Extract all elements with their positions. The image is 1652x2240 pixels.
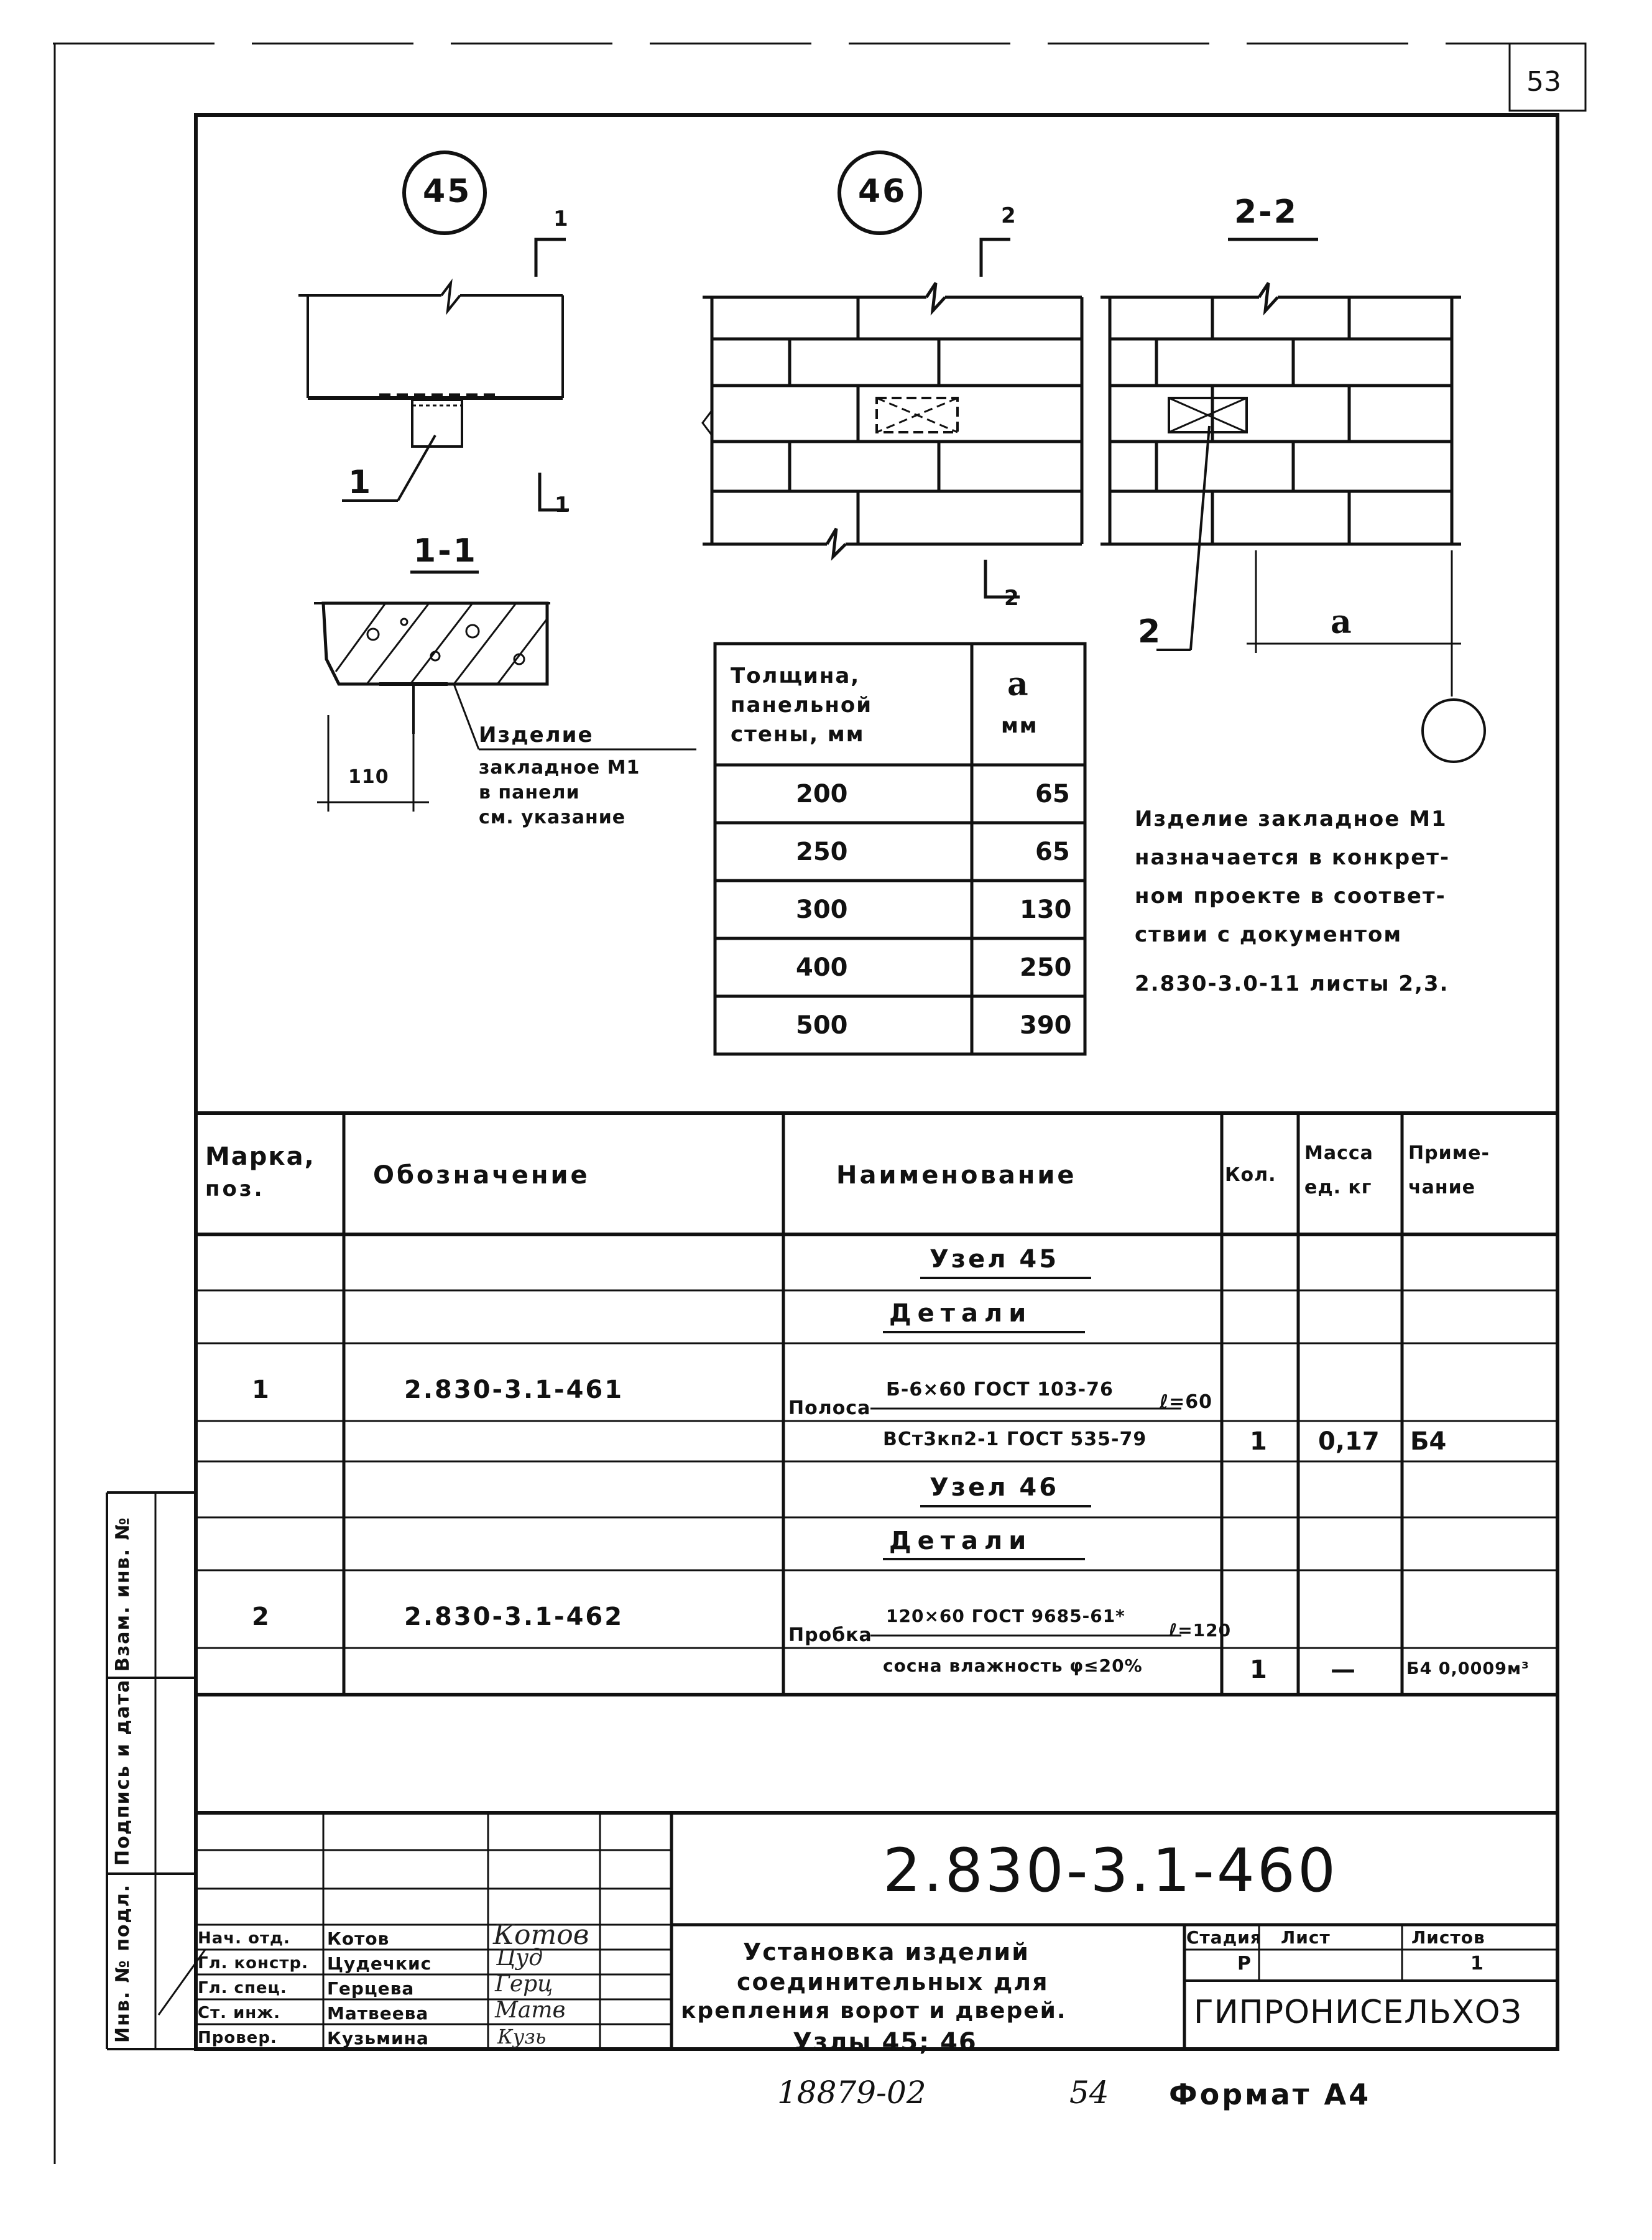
margin-podpis: Подпись и дата — [112, 1678, 134, 1866]
header-qty: Кол. — [1225, 1164, 1276, 1186]
signature-5: Кузь — [497, 2025, 547, 2048]
brick-wall-22 — [1101, 239, 1485, 762]
header-mark-line1: Марка, — [205, 1142, 315, 1171]
a-header: a — [1007, 665, 1030, 703]
concrete-hatch — [336, 603, 547, 684]
row1-qty: 1 — [1250, 1427, 1267, 1456]
name-5: Кузьмина — [327, 2028, 429, 2048]
node-45-label: 45 — [423, 173, 472, 210]
organization: ГИПРОНИСЕЛЬХОЗ — [1194, 1994, 1522, 2031]
signature-1: Котов — [493, 1919, 589, 1951]
thickness-2: 250 — [796, 838, 848, 866]
title-line3: крепления ворот и дверей. — [681, 1998, 1067, 2024]
row2-designation: 2.830-3.1-462 — [404, 1603, 624, 1631]
a-value-3: 130 — [1020, 896, 1072, 924]
name-3: Герцева — [327, 1978, 415, 1999]
note-line4: ствии с документом — [1135, 922, 1403, 947]
row2-pos: 2 — [252, 1603, 269, 1631]
row1-length: ℓ=60 — [1160, 1391, 1213, 1413]
name-4: Матвеева — [327, 2003, 429, 2024]
signature-2: Цуд — [496, 1945, 543, 1971]
dimension-a: a — [1331, 603, 1354, 641]
role-5: Провер. — [198, 2029, 277, 2047]
header-note-line2: чание — [1408, 1177, 1475, 1198]
sheet-header: Лист — [1281, 1927, 1331, 1948]
a-value-5: 390 — [1020, 1011, 1072, 1040]
row1-designation: 2.830-3.1-461 — [404, 1376, 624, 1404]
thickness-5: 500 — [796, 1011, 848, 1040]
row2-length: ℓ=120 — [1169, 1620, 1232, 1641]
row2-mass: — — [1331, 1655, 1355, 1684]
signature-4: Матв — [495, 1997, 566, 2023]
header-note-line1: Приме- — [1408, 1142, 1490, 1164]
dimension-110: 110 — [348, 766, 389, 788]
cut-1-bottom: 1 — [555, 493, 571, 517]
note-line2: назначается в конкрет- — [1135, 845, 1451, 870]
thickness-header-line1: Толщина, — [731, 664, 861, 688]
embed-label-line3: в панели — [479, 782, 580, 803]
role-2: Гл. констр. — [198, 1954, 308, 1973]
a-value-1: 65 — [1035, 780, 1070, 808]
row2-name-bottom: сосна влажность φ≤20% — [883, 1655, 1143, 1676]
thickness-1: 200 — [796, 780, 848, 808]
role-1: Нач. отд. — [198, 1929, 290, 1948]
role-4: Ст. инж. — [198, 2004, 281, 2022]
thickness-3: 300 — [796, 896, 848, 924]
cut-1-top: 1 — [553, 206, 570, 231]
header-name: Наименование — [836, 1161, 1077, 1190]
spec-table-lines — [196, 1113, 1557, 1695]
page-number: 53 — [1526, 66, 1561, 98]
row2-name-top: 120×60 ГОСТ 9685-61* — [886, 1606, 1125, 1626]
cut-2-bottom: 2 — [1004, 586, 1020, 611]
thickness-4: 400 — [796, 953, 848, 982]
node-45-title: Узел 45 — [930, 1245, 1059, 1274]
row1-name-prefix: Полоса — [788, 1397, 871, 1419]
sheets-header: Листов — [1411, 1927, 1485, 1948]
stage-value: Р — [1237, 1953, 1252, 1974]
note-line3: ном проекте в соответ- — [1135, 884, 1446, 909]
row1-name-top: Б-6×60 ГОСТ 103-76 — [886, 1379, 1114, 1400]
a-value-4: 250 — [1020, 953, 1072, 982]
title-line4: Узлы 45; 46 — [793, 2028, 977, 2057]
note-line5: 2.830-3.0-11 листы 2,3. — [1135, 971, 1449, 996]
brick-wall-46 — [703, 283, 1082, 557]
document-code: 2.830-3.1-460 — [883, 1836, 1339, 1905]
note-line1: Изделие закладное М1 — [1135, 807, 1447, 831]
row1-note: Б4 — [1410, 1427, 1447, 1456]
a-value-2: 65 — [1035, 838, 1070, 866]
embed-label-line2: закладное М1 — [479, 757, 640, 779]
details-2-title: Детали — [889, 1527, 1033, 1555]
stage-header: Стадия — [1186, 1927, 1262, 1948]
row1-mass: 0,17 — [1318, 1427, 1380, 1456]
row1-name-bottom: ВСт3кп2-1 ГОСТ 535-79 — [883, 1428, 1147, 1450]
section-1-1-label: 1-1 — [413, 532, 478, 570]
embed-label-line4: см. указание — [479, 807, 626, 828]
row2-name-prefix: Пробка — [788, 1624, 872, 1646]
name-1: Котов — [327, 1928, 390, 1949]
row2-note: Б4 0,0009м³ — [1406, 1659, 1530, 1678]
name-2: Цудечкис — [327, 1953, 432, 1974]
bottom-code: 18879-02 — [777, 2075, 926, 2111]
row1-pos: 1 — [252, 1376, 269, 1404]
node-46-title: Узел 46 — [930, 1473, 1059, 1502]
position-2: 2 — [1138, 613, 1163, 650]
signature-3: Герц — [495, 1971, 553, 1997]
thickness-header-line3: стены, мм — [731, 722, 865, 747]
format-label: Формат А4 — [1169, 2078, 1372, 2111]
position-1: 1 — [348, 464, 373, 501]
details-1-title: Детали — [889, 1299, 1033, 1328]
header-mass-line1: Масса — [1304, 1142, 1373, 1164]
header-mark-line2: поз. — [205, 1177, 265, 1201]
margin-vzam: Взам. инв. № — [112, 1516, 134, 1672]
row2-qty: 1 — [1250, 1655, 1267, 1684]
margin-inv-podl: Инв. № подл. — [112, 1883, 134, 2043]
role-3: Гл. спец. — [198, 1979, 287, 1997]
cut-2-top: 2 — [1001, 203, 1017, 228]
section-2-2-label: 2-2 — [1234, 193, 1298, 231]
embed-label-line1: Изделие — [479, 723, 594, 747]
sheets-value: 1 — [1470, 1953, 1484, 1974]
title-line2: соединительных для — [737, 1968, 1049, 1996]
bottom-number: 54 — [1069, 2075, 1109, 2111]
thickness-header-line2: панельной — [731, 693, 873, 718]
node-46-label: 46 — [858, 173, 907, 210]
title-line1: Установка изделий — [743, 1938, 1030, 1966]
a-unit: мм — [1001, 713, 1038, 738]
header-designation: Обозначение — [373, 1161, 590, 1190]
header-mass-line2: ед. кг — [1304, 1177, 1372, 1198]
